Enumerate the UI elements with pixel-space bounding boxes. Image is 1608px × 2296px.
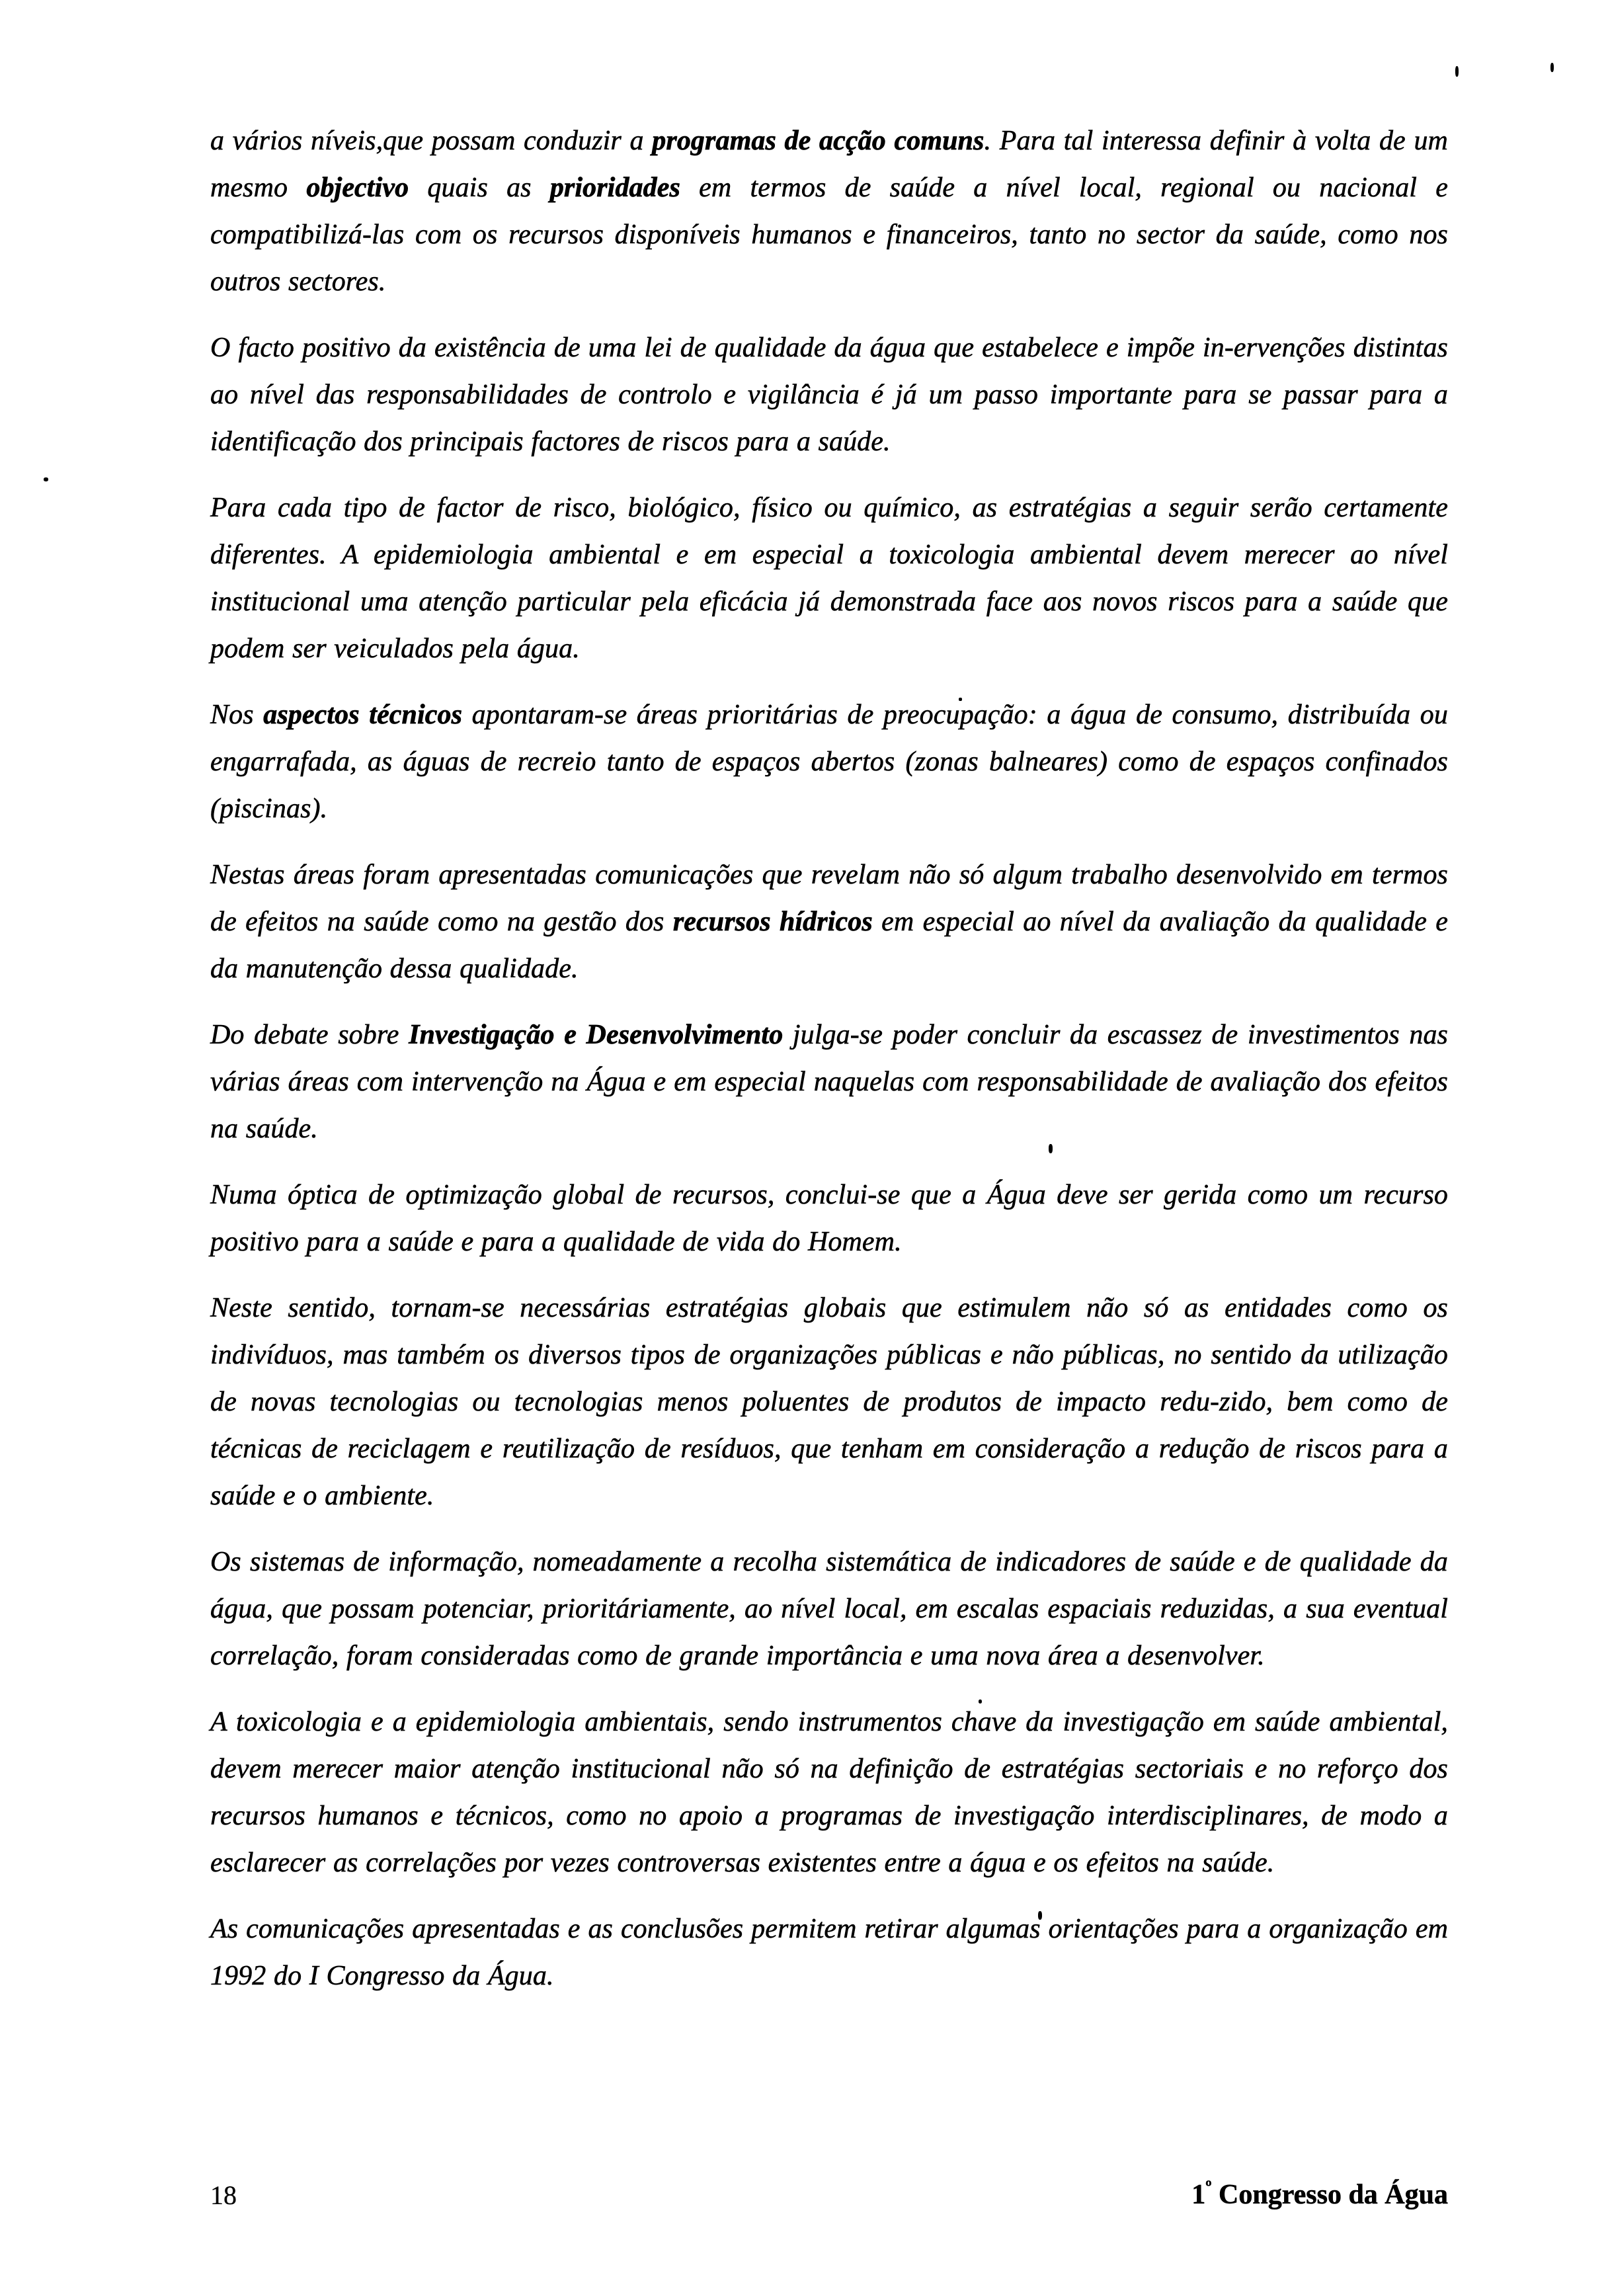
- text-run: apontaram-se áreas prioritárias de preocupação: a água de consumo, distribuída ou engarrafada, as águas de recreio tanto de espaços abertos (zonas balneares) como de espaços confinados (piscinas).: [210, 700, 1449, 824]
- text-run: Para cada tipo de factor de risco, biológico, físico ou químico, as estratégias a seguir serão certamente diferentes. A epidemiologia ambiental e em especial a toxicologia ambiental devem merecer ao nível institucional uma atenção particular pela eficácia já demonstrada face aos novos riscos para a saúde que podem ser veiculados pela água.: [210, 493, 1448, 664]
- text-run: a vários níveis,que possam conduzir a: [210, 126, 653, 156]
- emphasised-term: objectivo: [306, 173, 409, 203]
- scan-speck: [44, 477, 48, 481]
- text-run: quais as: [409, 173, 550, 203]
- text-run: Nestas áreas foram apresentadas comunicações que revelam não só algum trabalho desenvolvido em termos de efeitos na saúde como na gestão dos: [210, 860, 1448, 937]
- running-head-title: Congresso da Água: [1211, 2180, 1448, 2210]
- emphasised-term: aspectos técnicos: [263, 700, 463, 730]
- emphasised-term: prioridades: [549, 173, 680, 203]
- running-head: [1191, 2177, 1448, 2211]
- paragraph: [210, 485, 1448, 673]
- text-run: julga-se poder concluir da escassez de investimentos nas várias áreas com intervenção na Água e em especial naquelas com responsabilidade de avaliação dos efeitos na saúde.: [210, 1020, 1449, 1144]
- paragraph: [210, 1699, 1448, 1887]
- page-footer: [210, 2177, 1448, 2223]
- body-text-column: [210, 118, 1448, 2000]
- paragraph: [210, 118, 1448, 306]
- paragraph: [210, 325, 1448, 466]
- text-run: O facto positivo da existência de uma lei de qualidade da água que estabelece e impõe in-ervenções distintas ao nível das responsabilidades de controlo e vigilância é já um passo importante para se passar para a identificação dos principais factores de riscos para a saúde.: [210, 333, 1448, 457]
- paragraph: [210, 1285, 1448, 1520]
- text-run: As comunicações apresentadas e as conclusões permitem retirar algumas orientações para a organização em 1992 do I Congresso da Água.: [210, 1914, 1448, 1991]
- paragraph: [210, 1012, 1448, 1153]
- scan-speck: [1455, 66, 1459, 77]
- text-run: em termos de saúde a nível local, regional ou nacional e compatibilizá-las com os recursos disponíveis humanos e financeiros, tanto no sector da saúde, como nos outros sectores.: [210, 173, 1449, 297]
- text-run: Do debate sobre: [210, 1020, 409, 1050]
- paragraph: [210, 692, 1448, 833]
- text-run: Numa óptica de optimização global de recursos, conclui-se que a Água deve ser gerida como um recurso positivo para a saúde e para a qualidade de vida do Homem.: [210, 1180, 1448, 1257]
- paragraph: [210, 852, 1448, 993]
- paragraph: [210, 1172, 1448, 1266]
- ordinal-indicator-icon: º: [1205, 2177, 1212, 2197]
- text-run: . Para tal interessa definir à volta de um mesmo: [210, 126, 1448, 203]
- scan-speck: [1550, 63, 1554, 72]
- paragraph: [210, 1539, 1448, 1680]
- text-run: Os sistemas de informação, nomeadamente a recolha sistemática de indicadores de saúde e de qualidade da água, que possam potenciar, prioritáriamente, ao nível local, em escalas espaciais reduzidas, a sua eventual correlação, foram consideradas como de grande importância e uma nova área a desenvolver.: [210, 1547, 1448, 1671]
- emphasised-term: Investigação e Desenvolvimento: [409, 1020, 784, 1050]
- text-run: Nos: [210, 700, 264, 730]
- text-run: em especial ao nível da avaliação da qualidade e da manutenção dessa qualidade.: [210, 907, 1449, 984]
- text-run: A toxicologia e a epidemiologia ambientais, sendo instrumentos chave da investigação em saúde ambiental, devem merecer maior atenção institucional não só na definição de estratégias sectoriais e no reforço dos recursos humanos e técnicos, como no apoio a programas de investigação interdisciplinares, de modo a esclarecer as correlações por vezes controversas existentes entre a água e os efeitos na saúde.: [210, 1707, 1448, 1878]
- text-run: Neste sentido, tornam-se necessárias estratégias globais que estimulem não só as entidades como os indivíduos, mas também os diversos tipos de organizações públicas e não públicas, no sentido da utilização de novas tecnologias ou tecnologias menos poluentes de produtos de impacto redu-zido, bem como de técnicas de reciclagem e reutilização de resíduos, que tenham em consideração a redução de riscos para a saúde e o ambiente.: [210, 1293, 1448, 1511]
- paragraph: [210, 1906, 1448, 2000]
- page-number: 18: [210, 2180, 237, 2210]
- emphasised-term: programas de acção comuns: [652, 126, 985, 156]
- emphasised-term: recursos hídricos: [672, 907, 873, 937]
- running-head-number: 1: [1191, 2180, 1206, 2210]
